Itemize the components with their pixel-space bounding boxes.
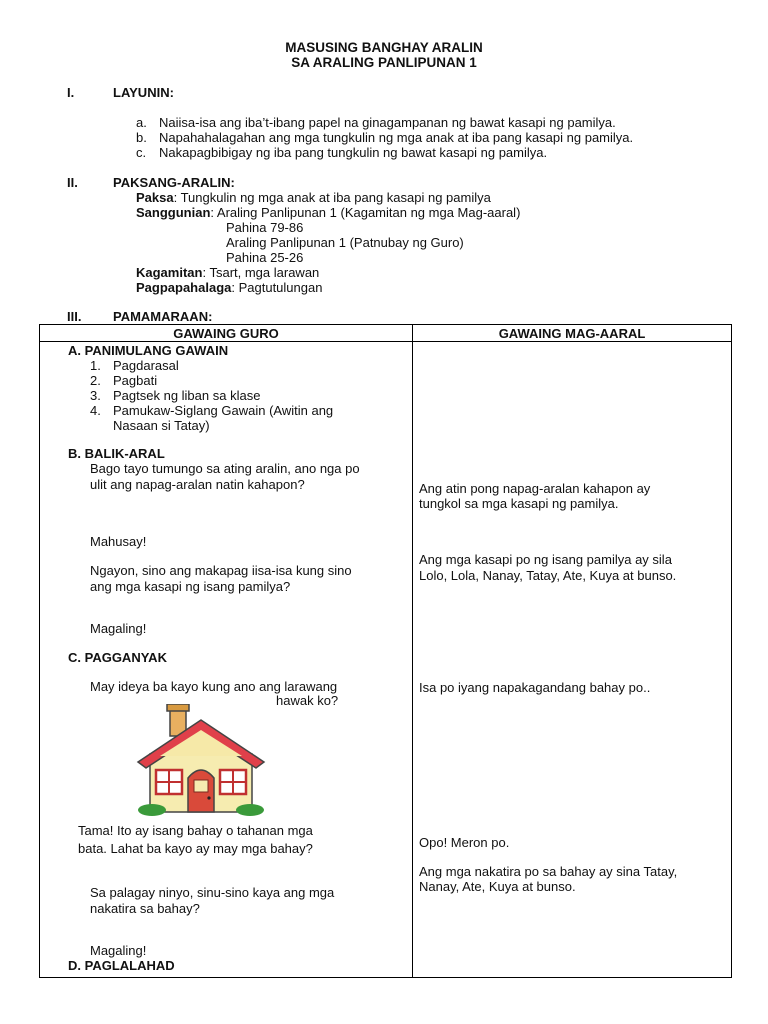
list-item: Pagbati [113, 373, 158, 388]
list-number: 2. [90, 373, 101, 388]
pagpapahalaga-label: Pagpapahalaga [136, 280, 232, 295]
reference-line: Araling Panlipunan 1 (Patnubay ng Guro) [226, 235, 464, 250]
teacher-text: bata. Lahat ba kayo ay may mga bahay? [78, 841, 313, 856]
section-c-heading: C. PAGGANYAK [68, 650, 167, 665]
house-icon [136, 704, 266, 816]
section-d-heading: D. PAGLALAHAD [68, 958, 175, 973]
bush-left-shape [138, 804, 166, 816]
kagamitan-label: Kagamitan [136, 265, 203, 280]
section-a-heading: A. PANIMULANG GAWAIN [68, 343, 229, 358]
kagamitan-line [136, 265, 319, 280]
chimney-cap-shape [167, 704, 189, 711]
sanggunian-value: : Araling Panlipunan 1 (Kagamitan ng mga Mag-aaral) [210, 205, 521, 220]
section-3-number: III. [67, 309, 82, 324]
objective-a-letter: a. [136, 115, 147, 130]
teacher-text: Magaling! [90, 943, 147, 958]
teacher-text: Mahusay! [90, 534, 147, 549]
list-item: Pagtsek ng liban sa klase [113, 388, 261, 403]
reference-line: Pahina 79-86 [226, 220, 304, 235]
teacher-text: May ideya ba kayo kung ano ang larawang [90, 679, 338, 694]
teacher-text: Magaling! [90, 621, 147, 636]
header-divider [39, 341, 732, 342]
bush-right-shape [236, 804, 264, 816]
sanggunian-label: Sanggunian [136, 205, 211, 220]
student-text: Opo! Meron po. [419, 835, 510, 850]
objective-c-text: Nakapagbibigay ng iba pang tungkulin ng bawat kasapi ng pamilya. [159, 145, 548, 160]
pagpapahalaga-value: : Pagtutulungan [231, 280, 323, 295]
student-text: Isa po iyang napakagandang bahay po.. [419, 680, 651, 695]
teacher-text: hawak ko? [276, 693, 339, 708]
list-number: 3. [90, 388, 101, 403]
objective-b-letter: b. [136, 130, 147, 145]
student-text: Ang mga kasapi po ng isang pamilya ay sila [419, 552, 672, 567]
student-text: Ang atin pong napag-aralan kahapon ay [419, 481, 651, 496]
column-divider [412, 324, 413, 977]
door-window-shape [194, 780, 208, 792]
teacher-text: Bago tayo tumungo sa ating aralin, ano nga po [90, 461, 360, 476]
objective-b-text: Napahahalagahan ang mga tungkulin ng mga anak at iba pang kasapi ng pamilya. [159, 130, 634, 145]
list-item-continuation: Nasaan si Tatay) [113, 418, 210, 433]
section-b-heading: B. BALIK-ARAL [68, 446, 165, 461]
document-subtitle: SA ARALING PANLIPUNAN 1 [291, 55, 477, 70]
teacher-text: Sa palagay ninyo, sinu-sino kaya ang mga [90, 885, 335, 900]
sanggunian-line [136, 205, 520, 220]
student-text: tungkol sa mga kasapi ng pamilya. [419, 496, 619, 511]
teacher-column-header: GAWAING GURO [173, 326, 279, 341]
teacher-text: ulit ang napag-aralan natin kahapon? [90, 477, 305, 492]
paksa-line [136, 190, 491, 205]
paksa-value: : Tungkulin ng mga anak at iba pang kasapi ng pamilya [173, 190, 491, 205]
list-item: Pamukaw-Siglang Gawain (Awitin ang [113, 403, 334, 418]
student-column-header: GAWAING MAG-AARAL [498, 326, 646, 341]
list-number: 1. [90, 358, 101, 373]
section-2-number: II. [67, 175, 78, 190]
section-1-number: I. [67, 85, 75, 100]
reference-line: Pahina 25-26 [226, 250, 304, 265]
section-1-heading: LAYUNIN: [113, 85, 174, 100]
section-2-heading: PAKSANG-ARALIN: [113, 175, 235, 190]
student-text: Ang mga nakatira po sa bahay ay sina Tatay, [419, 864, 678, 879]
section-3-heading: PAMAMARAAN: [113, 309, 213, 324]
paksa-label: Paksa [136, 190, 174, 205]
pagpapahalaga-line [136, 280, 322, 295]
objective-c-letter: c. [136, 145, 147, 160]
teacher-text: Ngayon, sino ang makapag iisa-isa kung sino [90, 563, 352, 578]
student-text: Lolo, Lola, Nanay, Tatay, Ate, Kuya at bunso. [419, 568, 677, 583]
list-item: Pagdarasal [113, 358, 179, 373]
document-title: MASUSING BANGHAY ARALIN [285, 40, 483, 55]
door-knob-shape [207, 796, 210, 799]
list-number: 4. [90, 403, 101, 418]
student-text: Nanay, Ate, Kuya at bunso. [419, 879, 576, 894]
objective-a-text: Naiisa-isa ang iba’t-ibang papel na ginagampanan ng bawat kasapi ng pamilya. [159, 115, 616, 130]
teacher-text: ang mga kasapi ng isang pamilya? [90, 579, 291, 594]
teacher-text: nakatira sa bahay? [90, 901, 200, 916]
kagamitan-value: : Tsart, mga larawan [202, 265, 320, 280]
teacher-text: Tama! Ito ay isang bahay o tahanan mga [78, 823, 313, 838]
